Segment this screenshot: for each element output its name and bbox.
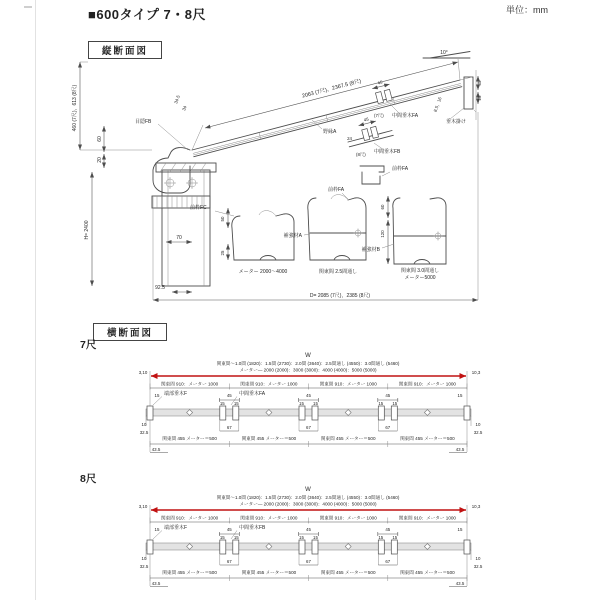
half-span-1: 関東間 455 メーター＝500: [162, 436, 217, 441]
range-b1-label: 関東間 3.0間通し: [400, 268, 440, 274]
fastener-symbols: [164, 177, 198, 189]
edge-dim-right: 10,3: [471, 370, 481, 375]
dim-35: 35: [477, 80, 482, 86]
reinforcement-b-label: 補強材B: [361, 247, 380, 253]
dim-67-3: 67: [385, 559, 391, 564]
dim-15-end-r: 15: [457, 393, 463, 398]
dim-15-3b: 15: [392, 401, 398, 406]
mid-rafter-fa-label: 中間垂木FA: [392, 113, 419, 119]
reinforcement-b-profile: [362, 196, 446, 281]
rafter-hanger: [460, 70, 476, 120]
dim-24: 24: [347, 136, 352, 141]
front-frame-fa-detail: [360, 165, 409, 184]
dim-15-end-l: 15: [154, 527, 160, 532]
heading-7shaku: 7尺: [80, 339, 97, 351]
dim-15-end-r: 15: [457, 527, 463, 532]
dim-34-5: 34.5: [173, 94, 181, 105]
range-b2-label: メーター5000: [404, 275, 436, 281]
edge-dim-left: 3,10: [138, 504, 148, 509]
span-label-2: 関東間 910：メーター 1000: [240, 381, 298, 387]
front-beam: [146, 409, 471, 416]
span-label-4: 関東間 910：メーター 1000: [398, 515, 456, 521]
cross-section-8shaku: [138, 484, 486, 599]
half-span-2: 関東間 455 メーター＝500: [241, 436, 297, 441]
page-edge-line: [35, 0, 36, 600]
mid-rafter-fb-label: 中間垂木FB: [374, 149, 401, 155]
dim-25-right: 25: [477, 95, 482, 101]
rafter-top-dims: [155, 527, 463, 540]
width-symbol: W: [305, 487, 311, 493]
dim-50: 50: [220, 216, 225, 222]
dim-15-2a: 15: [299, 535, 304, 540]
note-8shaku: (8尺): [356, 152, 366, 157]
dim-325-l: 32.5: [139, 430, 149, 435]
slope-length-label: 2063 (7尺)，2367.5 (8尺): [301, 78, 362, 100]
front-frame-fc-label: 前枠FC: [190, 205, 207, 211]
dim-15-1b: 15: [233, 535, 239, 540]
cross-section-7shaku: [138, 350, 486, 465]
dim-25: 25: [220, 250, 225, 256]
bottom-dims: [140, 416, 483, 453]
dim-325-r: 32.5: [473, 430, 483, 435]
range-fa-label: 関東間 2.5間通し: [318, 269, 358, 275]
dim-45-7shaku: 45: [376, 79, 383, 86]
front-frame-fa-small-label: 前枠FA: [392, 166, 409, 172]
nobuchi-a-label: 野縁A: [323, 129, 337, 135]
dim-15-2a: 15: [299, 401, 304, 406]
dim-10-l: 10: [141, 422, 147, 427]
dim-435-r: 43.5: [455, 447, 465, 452]
width-line2: メーター― 2000 (2000)：3000 (3000)：4000 (4000)：5000 (5000): [239, 367, 377, 373]
dim-10-r: 10: [475, 422, 481, 427]
dim-15-1a: 15: [219, 535, 225, 540]
cross-section-label-box: 横断面図: [93, 323, 167, 341]
half-span-1: 関東間 455 メーター＝500: [162, 570, 217, 575]
left-dimensions: [71, 62, 192, 292]
dim-70: 70: [176, 235, 182, 241]
dim-45-1: 45: [226, 527, 232, 532]
half-span-3: 関東間 455 メーター＝500: [320, 570, 376, 575]
dim-8-5-16: 8.5，16: [432, 96, 443, 113]
dim-120: 120: [380, 230, 385, 238]
mid-rafter-7shaku-detail: [371, 78, 419, 119]
dim-325-l: 32.5: [139, 564, 149, 569]
span-label-4: 関東間 910：メーター 1000: [398, 381, 456, 387]
dim-15-2b: 15: [313, 535, 318, 540]
half-span-4: 関東間 455 メーター＝500: [400, 570, 455, 575]
dim-15-1a: 15: [219, 401, 225, 406]
dim-435-r: 43.5: [455, 581, 465, 586]
note-7shaku: (7尺): [374, 113, 384, 118]
dim-15-3b: 15: [392, 535, 398, 540]
span-label-3: 関東間 910：メーター 1000: [319, 381, 377, 387]
front-frame-fa-label: 前枠FA: [327, 187, 345, 193]
width-line1: 関東間〜1.0間 (1820)：1.5間 (2730)：2.0間 (3640)：2.5間通し (4550)：3.0間通し (5460): [216, 361, 400, 366]
dim-435-l: 43.5: [151, 581, 161, 586]
dim-67-1: 67: [226, 425, 232, 430]
unit-label: 単位：mm: [506, 5, 548, 15]
dim-325-r: 32.5: [473, 564, 483, 569]
span-label-1: 関東間 910：メーター 1000: [161, 515, 219, 521]
span-label-3: 関東間 910：メーター 1000: [319, 515, 377, 521]
vertical-section-label-box: 縦断面図: [88, 41, 162, 59]
bottom-dims: [140, 550, 483, 587]
dim-45-3: 45: [385, 393, 391, 398]
dim-34: 34: [181, 105, 188, 112]
dim-45-2: 45: [306, 527, 311, 532]
range-fc-label: メーター 2000～4000: [238, 269, 288, 275]
edge-dim-left: 3,10: [138, 370, 148, 375]
front-beam: [146, 543, 471, 550]
dim-10-r: 10: [475, 556, 481, 561]
dim-h2400: H= 2400: [84, 220, 90, 240]
heading-8shaku: 8尺: [80, 473, 97, 485]
mekakushi-fb-label: 目隠FB: [135, 119, 152, 125]
eave-height-label: 460 (7尺)，613 (8尺): [72, 84, 78, 132]
front-frame-fa-profile: [284, 186, 366, 275]
dim-15-3a: 15: [378, 535, 384, 540]
dim-92-5: 92.5: [155, 285, 165, 291]
dim-45-1: 45: [226, 393, 232, 398]
edge-dim-right: 10,3: [471, 504, 481, 509]
half-span-2: 関東間 455 メーター＝500: [241, 570, 297, 575]
mid-rafter-label: 中間垂木FB: [239, 525, 266, 531]
dim-60-b: 60: [380, 204, 385, 210]
slope-indicator: [423, 50, 470, 58]
dim-67-1: 67: [226, 559, 232, 564]
dim-45-3: 45: [385, 527, 391, 532]
span-label-2: 関東間 910：メーター 1000: [240, 515, 298, 521]
mid-rafter-label: 中間垂木FA: [239, 391, 266, 397]
dim-435-l: 43.5: [151, 447, 161, 452]
slope-dimension: [173, 59, 460, 150]
dim-15-1b: 15: [233, 401, 239, 406]
width-line2: メーター― 2000 (2000)：3000 (3000)：4000 (4000)：5000 (5000): [239, 501, 377, 507]
corner-mark: [24, 6, 32, 8]
dim-67-2: 67: [306, 559, 311, 564]
half-span-4: 関東間 455 メーター＝500: [400, 436, 455, 441]
page-title: ■600タイプ 7・8尺: [88, 7, 206, 22]
vertical-section-drawing: [40, 46, 490, 304]
dim-15-end-l: 15: [154, 393, 160, 398]
span-label-1: 関東間 910：メーター 1000: [161, 381, 219, 387]
dim-15-3a: 15: [378, 401, 384, 406]
front-frame-fc-profile: [190, 204, 294, 275]
front-frame-and-post: [152, 148, 216, 286]
slope-angle-label: 10°: [440, 50, 448, 56]
right-dimensions: [433, 76, 482, 113]
end-rafter-label: 端部垂木F: [164, 525, 188, 531]
width-symbol: W: [305, 353, 311, 359]
end-rafter-label: 端部垂木F: [164, 391, 188, 397]
dim-45-8shaku: 45: [363, 116, 370, 123]
reinforcement-a-label: 補強材A: [283, 233, 302, 239]
dim-20: 20: [97, 157, 103, 163]
width-line1: 関東間〜1.0間 (1820)：1.5間 (2730)：2.0間 (3640)：2.5間通し (4550)：3.0間通し (5460): [216, 495, 400, 500]
dim-67-2: 67: [306, 425, 311, 430]
half-span-3: 関東間 455 メーター＝500: [320, 436, 376, 441]
mid-rafter-8shaku-detail: [347, 115, 401, 158]
dim-60: 60: [97, 136, 103, 142]
tarukigake-label: 垂木掛け: [446, 119, 467, 125]
depth-dim-label: D= 2085 (7尺)，2385 (8尺): [309, 293, 371, 299]
dim-10-l: 10: [141, 556, 147, 561]
rafter-top-dims: [155, 393, 463, 406]
dim-67-3: 67: [385, 425, 391, 430]
dim-45-2: 45: [306, 393, 311, 398]
dim-15-2b: 15: [313, 401, 318, 406]
